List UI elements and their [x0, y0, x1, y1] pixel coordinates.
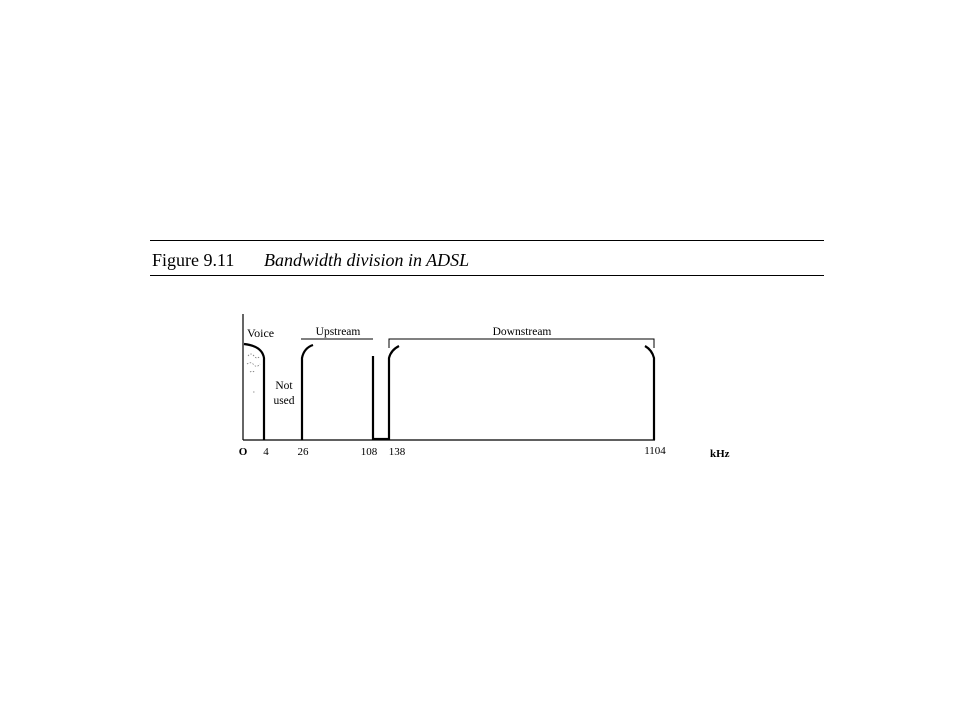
unit-label: kHz: [710, 448, 730, 460]
upstream-label: Upstream: [315, 326, 361, 338]
tick-label-4: 4: [263, 446, 269, 458]
downstream-bracket: [389, 339, 654, 348]
tick-label-26: 26: [297, 446, 309, 458]
upstream-band: [302, 345, 313, 440]
figure-title: Bandwidth division in ADSL: [264, 250, 470, 270]
tick-label-108: 108: [360, 446, 378, 458]
tick-label-138: 138: [388, 446, 406, 458]
not-used-label-line1: Not: [275, 380, 293, 392]
tick-label-1104: 1104: [644, 445, 666, 457]
figure-number: Figure 9.11: [152, 250, 235, 270]
downstream-band: [389, 346, 399, 440]
voice-band-scribble: [247, 354, 260, 392]
downstream-band-right-edge: [645, 346, 654, 440]
downstream-label: Downstream: [492, 326, 552, 338]
tick-label-0: O: [238, 446, 248, 458]
voice-label: Voice: [247, 326, 275, 340]
not-used-label-line2: used: [273, 395, 295, 407]
